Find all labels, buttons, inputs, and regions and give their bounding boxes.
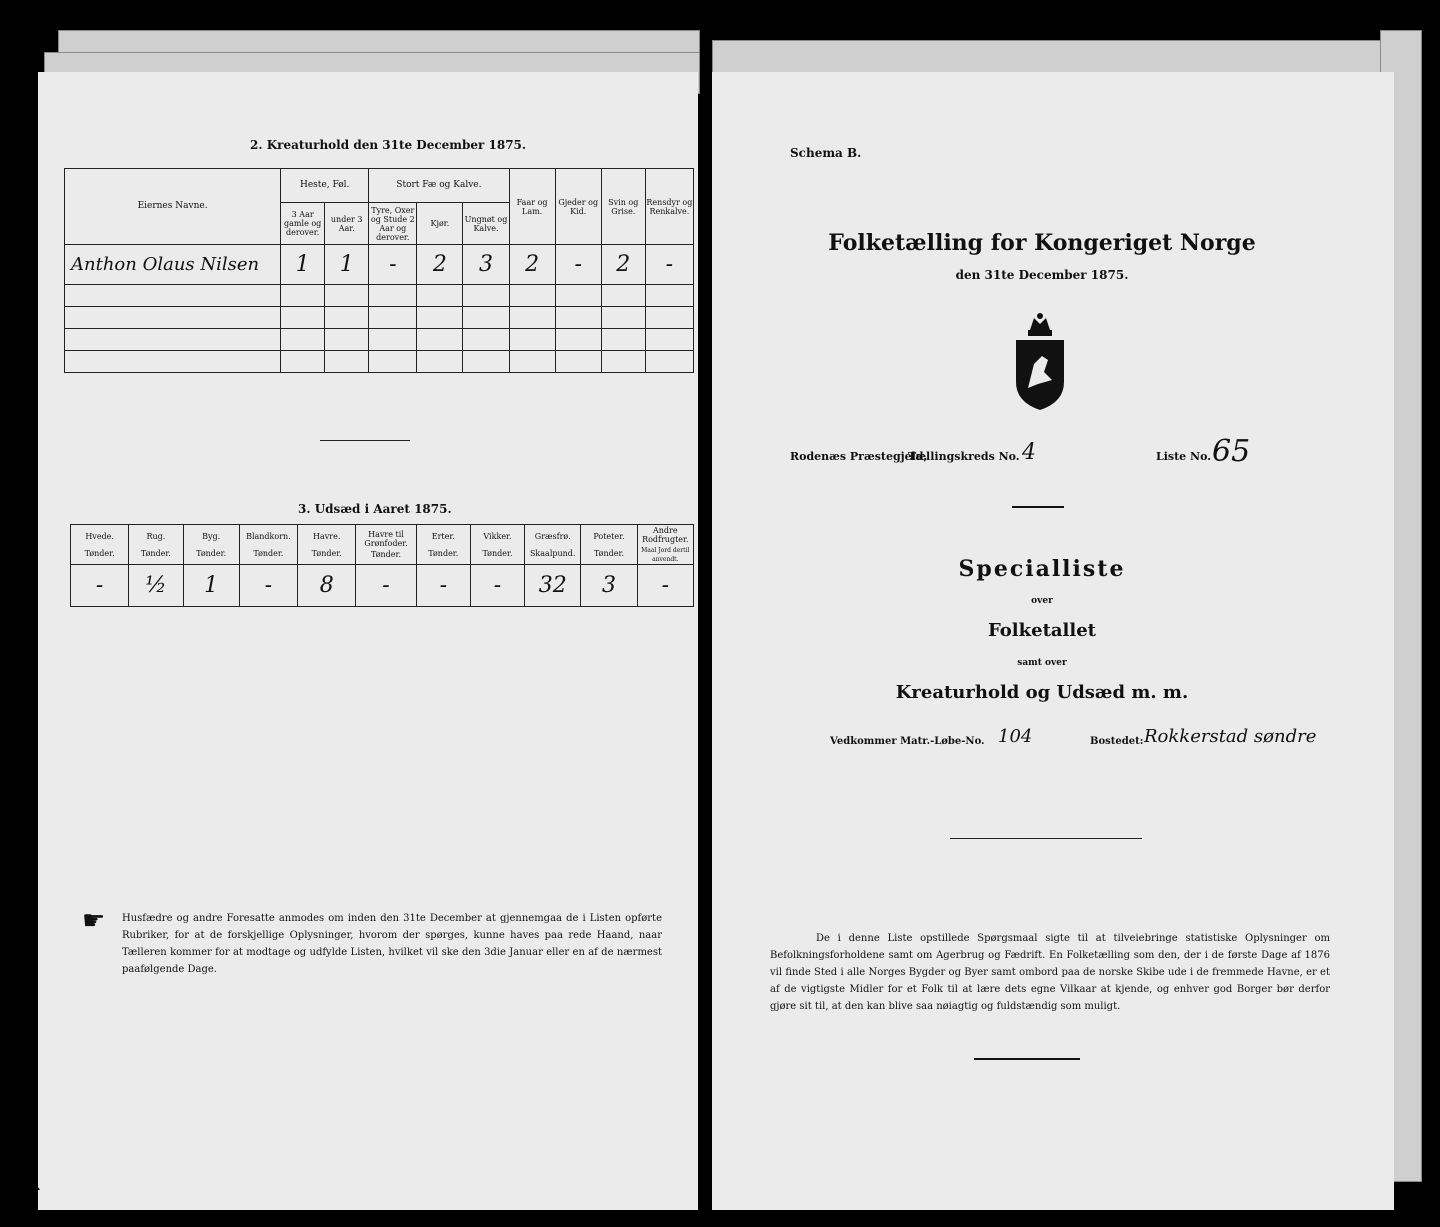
owner-col-header: Eiernes Navne. — [65, 169, 281, 245]
empty-row — [65, 329, 694, 351]
seed-unit: Tønder. — [371, 550, 402, 559]
cell-sheep: 2 — [509, 245, 555, 285]
pigs-header: Svin og Grise. — [601, 169, 645, 245]
livestock-table — [64, 168, 694, 373]
seed-header: Vikker. — [483, 531, 512, 541]
seed-header: Havre til Grønfoder. — [364, 530, 408, 548]
seed-header: Græsfrø. — [534, 531, 571, 541]
binder-clip-left — [0, 1130, 40, 1190]
seed-value-row — [71, 565, 694, 607]
cell-cows: 2 — [417, 245, 463, 285]
parish-label: Rodenæs Præstegjeld, — [790, 450, 928, 463]
main-title: Folketælling for Kongeriget Norge — [828, 230, 1256, 256]
seed-header: Rug. — [146, 531, 166, 541]
seed-value: - — [71, 565, 129, 607]
seed-value: 3 — [581, 565, 637, 607]
right-page — [712, 72, 1394, 1210]
livestock-row — [65, 245, 694, 285]
seed-unit: Tønder. — [253, 548, 284, 558]
cell-horses-old: 1 — [281, 245, 325, 285]
cows-header: Kjør. — [417, 203, 463, 245]
seed-header: Erter. — [431, 531, 455, 541]
bosted-value: Rokkerstad søndre — [1144, 726, 1317, 747]
goats-header: Gjeder og Kid. — [555, 169, 601, 245]
seed-value: - — [239, 565, 297, 607]
seed-unit: Tønder. — [140, 548, 171, 558]
cell-young-cattle: 3 — [463, 245, 509, 285]
list-label: Liste No. — [1156, 450, 1212, 463]
horses-young-header: under 3 Aar. — [325, 203, 369, 245]
divider — [320, 440, 410, 441]
sheep-header: Faar og Lam. — [509, 169, 555, 245]
seed-unit: Skaalpund. — [529, 548, 576, 558]
cell-oxen: - — [369, 245, 417, 285]
divider — [1012, 506, 1064, 508]
census-date: den 31te December 1875. — [955, 268, 1129, 282]
seed-table — [70, 524, 694, 607]
left-page — [38, 72, 698, 1210]
horses-old-header: 3 Aar gamle og derover. — [281, 203, 325, 245]
seed-unit: Tønder. — [84, 548, 115, 558]
horses-header: Heste, Føl. — [281, 169, 369, 203]
cell-horses-young: 1 — [325, 245, 369, 285]
cell-goats: - — [555, 245, 601, 285]
seed-unit: Tønder. — [311, 548, 342, 558]
seed-value: - — [416, 565, 470, 607]
over-text: over — [1031, 596, 1053, 606]
seed-header: Poteter. — [593, 531, 625, 541]
young-cattle-header: Ungnøt og Kalve. — [463, 203, 509, 245]
owner-name: Anthon Olaus Nilsen — [65, 245, 281, 285]
seed-unit: Tønder. — [593, 548, 624, 558]
seed-value: - — [637, 565, 693, 607]
district-label: Tællingskreds No. — [908, 450, 1020, 463]
seed-unit: Tønder. — [482, 548, 513, 558]
reindeer-header: Rensdyr og Renkalve. — [645, 169, 693, 245]
divider — [974, 1058, 1080, 1060]
seed-unit: Maal Jord dertil anvendt. — [641, 546, 690, 563]
seed-header: Hvede. — [85, 531, 114, 541]
seed-value: - — [470, 565, 524, 607]
cattle-header: Stort Fæ og Kalve. — [369, 169, 509, 203]
seed-header: Blandkorn. — [246, 531, 291, 541]
schema-label: Schema B. — [790, 146, 862, 160]
matr-value: 104 — [998, 726, 1033, 747]
matr-label: Vedkommer Matr.-Løbe-No. — [830, 736, 985, 747]
kreaturhold-heading: Kreaturhold og Udsæd m. m. — [895, 682, 1189, 703]
oxen-header: Tyre, Oxer og Stude 2 Aar og derover. — [369, 203, 417, 245]
samt-over-text: samt over — [1017, 658, 1067, 668]
folketallet-heading: Folketallet — [988, 620, 1096, 641]
seed-header: Andre Rodfrugter. — [642, 525, 689, 544]
seed-header-row — [71, 525, 694, 565]
instruction-note: Husfædre og andre Foresatte anmodes om inden den 31te December at gjennemgaa de i Listen opførte Rubriker, for at de forskjellige Oplysninger, hvorom der spørges, kunne haves paa rede Haand, naar Tælleren kommer for at modtage og udfylde Listen, hvilket vil ske den 3die Januar eller en af de nærmest paafølgende Dage. — [122, 913, 662, 975]
bosted-label: Bostedet: — [1090, 736, 1144, 747]
seed-value: - — [356, 565, 416, 607]
seed-unit: Tønder. — [428, 548, 459, 558]
seed-unit: Tønder. — [196, 548, 227, 558]
section3-title: 3. Udsæd i Aaret 1875. — [298, 502, 452, 516]
seed-header: Havre. — [313, 531, 341, 541]
cell-pigs: 2 — [601, 245, 645, 285]
empty-row — [65, 351, 694, 373]
seed-header: Byg. — [202, 531, 221, 541]
section2-title: 2. Kreaturhold den 31te December 1875. — [250, 138, 527, 152]
list-value: 65 — [1212, 434, 1251, 469]
seed-value: 8 — [298, 565, 356, 607]
pointing-hand-icon: ☛ — [82, 906, 106, 936]
footer-text: De i denne Liste opstillede Spørgsmaal sigte til at tilveiebringe statistiske Oplysninger om Befolkningsforholdene samt om Agerbrug og Fædrift. En Folketælling som den, der i de første Dage af 1876 vil finde Sted i alle Norges Bygder og Byer samt ombord paa de norske Skibe ude i de fremmede Havne, er et af de vigtigste Midler for et Folk til at lære dets egne Vilkaar at kjende, og enhver god Borger bør derfor gjøre sit til, at den kan blive saa nøiagtig og fuldstændig som muligt. — [770, 933, 1330, 1012]
specialliste-heading: Specialliste — [958, 556, 1126, 582]
seed-value: 1 — [183, 565, 239, 607]
seed-value: 32 — [525, 565, 581, 607]
empty-row — [65, 307, 694, 329]
empty-row — [65, 285, 694, 307]
divider — [950, 838, 1142, 839]
seed-value: ½ — [129, 565, 183, 607]
coat-of-arms-icon — [1008, 312, 1072, 412]
district-value: 4 — [1022, 440, 1036, 465]
cell-reindeer: - — [645, 245, 693, 285]
